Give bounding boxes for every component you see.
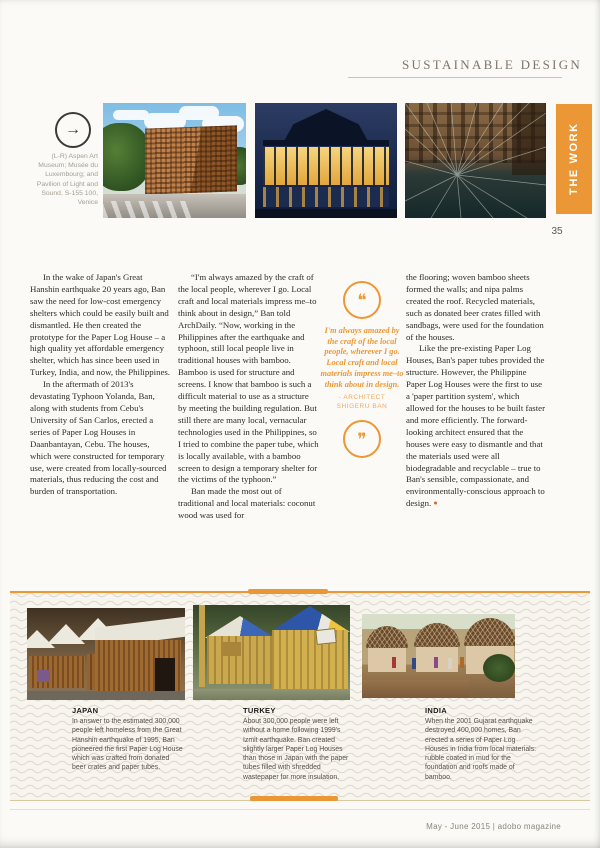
lower-colonnade — [263, 187, 389, 207]
crosswalk — [103, 201, 192, 218]
body-column-3 — [406, 272, 546, 510]
bottom-gallery-panel — [10, 591, 590, 801]
woven-lattice-building — [145, 125, 237, 194]
caption-body: In answer to the estimated 300,000 people left homeless from the Great Hanshin earthquake of 1995, Ban pioneered the first Paper Log House which was crafted from donated beer crates and paper tubes. — [72, 718, 183, 772]
attribution-line: - ARCHITECT — [338, 394, 386, 402]
close-quote-icon — [343, 420, 381, 458]
caption-accent-bar — [250, 796, 338, 801]
attribution-line: SHIGERU BAN — [336, 402, 388, 410]
dark-doorway — [155, 658, 175, 692]
section-tab-the-work — [556, 104, 592, 214]
paragraph: the flooring; woven bamboo sheets formed the walls; and nipa palms created the roof. Recycled materials, such as donated beer crates filled with sandbags, were used for the foundation of the houses. — [406, 272, 544, 342]
pull-quote — [318, 281, 406, 458]
person — [460, 657, 464, 668]
page-number: 35 — [551, 226, 563, 237]
pull-quote-attribution — [318, 394, 406, 411]
caption-title: JAPAN — [72, 706, 99, 715]
trees — [103, 123, 151, 191]
ground-shadow — [255, 209, 397, 218]
open-quote-icon — [343, 281, 381, 319]
photo-india-paper-log-houses — [362, 614, 515, 698]
caption-title: INDIA — [425, 706, 447, 715]
caption-japan — [72, 706, 184, 773]
caption-india — [425, 706, 538, 782]
paragraph: “I'm always amazed by the craft of the local people, wherever I go. Local craft and local materials impress me–to think about in design,” Ban told ArchDaily. “Now, working in the Philippines after the earthquake and typhoon, still local people live in traditional houses with bamboo. Bamboo is used for structure and screens. I know that bamboo is such a difficult material to use as a structure by meeting the building regulation. But still there are many local, vernacular technologies used in the Philippines, so I tried to combine the paper tube, which is locally available, with a bamboo screen to design a temporary shelter for the victims of the typhoon.” — [178, 272, 319, 485]
caption-title: TURKEY — [243, 706, 276, 715]
paragraph: Ban made the most out of traditional and local materials: coconut wood was used for — [178, 486, 316, 521]
open-quote-glyph: ❝ — [357, 290, 367, 310]
open-shutter — [315, 628, 336, 645]
roofline — [263, 140, 389, 146]
body-column-2 — [178, 272, 319, 522]
body-column-1 — [30, 272, 171, 498]
panel-top-rule-accent — [248, 589, 328, 594]
article-end-mark: ● — [433, 499, 438, 508]
paragraph: In the aftermath of 2013's devastating Typhoon Yolanda, Ban, along with students from Cebu's University of San Carlos, erected a series of Paper Log Houses in Daanbantayan, Cebu. The houses, which were constructed for temporary use, were created from locally-sourced materials, thus reducing the cost and burden of transportation. — [30, 379, 167, 497]
paragraph: Like the pre-existing Paper Log Houses, Ban's paper tubes provided the structure. However, the Philippine Paper Log Houses were the first to use a 'paper partition system', which allowed for the houses to be built faster and more efficiently. The forward-looking architect ensured that the houses were easy to dismantle and that the materials used were all biodegradable and recyclable – true to Ban's sensible, compassionate, and environmentally-conscious approach to design. — [406, 343, 546, 509]
photo-caption: (L-R) Aspen Art Museum; Musée du Luxembourg; and Pavilion of Light and Sound, S-155 100, Venice — [36, 153, 98, 207]
close-quote-glyph: ❞ — [357, 429, 367, 449]
section-title: SUSTAINABLE DESIGN — [402, 57, 583, 72]
caption-body: About 300,000 people were left without a home following 1999's Izmit earthquake. Ban created slightly larger Paper Log Houses than those in Japan with the paper tubes filled with shredded wastepaper for more insulation. — [243, 718, 349, 781]
arrow-circle-icon — [55, 112, 91, 148]
string-web-installation — [405, 103, 546, 218]
person — [392, 657, 396, 668]
glass-mullions — [263, 147, 389, 185]
paragraph: In the wake of Japan's Great Hanshin earthquake 20 years ago, Ban saw the need for low-cost emergency shelters which could be easily built and dismantled. He then created the prototype for the Paper Log House – a high quality yet affordable emergency shelter, which has since been used in Turkey, India, and now, the Philippines. — [30, 272, 171, 378]
photo-museum-night — [255, 103, 397, 218]
right-arrow-icon: → — [65, 121, 81, 138]
hanging-cloth — [37, 670, 50, 682]
plywood-panel — [223, 642, 241, 656]
clouds — [113, 110, 149, 120]
photo-japan-paper-log-houses — [27, 608, 185, 700]
photo-turkey-paper-log-houses — [193, 605, 350, 700]
dirt-foreground — [362, 680, 469, 698]
photo-aspen-art-museum — [103, 103, 246, 218]
hut-right-wall — [272, 630, 348, 690]
ground — [27, 691, 185, 700]
pull-quote-text: I'm always amazed by the craft of the local people, wherever I go. Local craft and local materials impress me–to think about in design. — [320, 326, 404, 389]
photo-pavilion-light-sound — [405, 103, 546, 218]
side-tab-label: THE WORK — [568, 122, 580, 196]
person — [448, 658, 452, 669]
hut-wall — [368, 646, 406, 672]
header-rule — [348, 77, 562, 78]
panel-shadow-rule — [10, 809, 590, 810]
pole — [199, 605, 205, 687]
person — [434, 657, 438, 668]
caption-turkey — [243, 706, 355, 782]
person — [412, 658, 416, 669]
bush — [483, 654, 515, 682]
issue-footer: May - June 2015 | adobo magazine — [426, 822, 561, 831]
caption-body: When the 2001 Gujarat earthquake destroyed 400,000 homes, Ban erected a series of Paper Log Houses in India from local materials: rubble coated in mud for the foundation and roofs made of bamboo. — [425, 718, 537, 781]
ground — [193, 689, 350, 700]
